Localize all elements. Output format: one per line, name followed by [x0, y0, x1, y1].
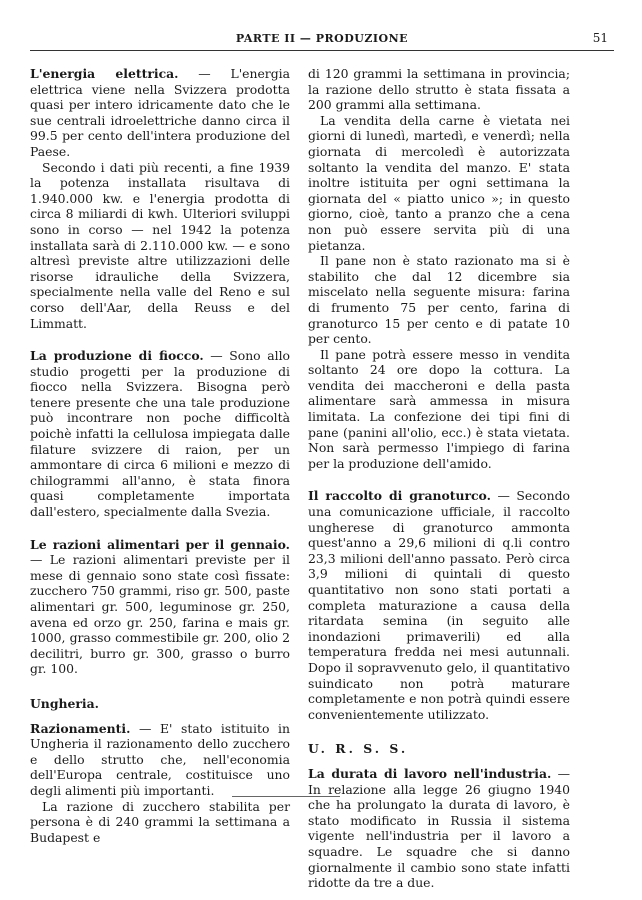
energia-heading: L'energia elettrica. [30, 66, 179, 81]
page-number: 51 [592, 31, 608, 45]
energia-paragraph-2: Secondo i dati più recenti, a fine 1939 la potenza installata risultava di 1.940.000 kw. e l'energia prodotta di circa 8 miliardi di kwh. Ulteriori sviluppi sono in corso — nel 1942 la potenza installata sarà di 2.110.000 kw. — e sono altresì previste altre utilizzazioni delle risorse idrauliche della Svizzera, specialmente nella valle del Reno e sul corso dell'Aar, della Reuss e del Limmatt. [30, 159, 290, 331]
continuation-paragraph-2: La vendita della carne è vietata nei giorni di lunedì, martedì, e venerdì; nella giornata di mercoledì è autorizzata soltanto la vendita del manzo. E' stata inoltre istituita per ogni settimana la giornata del « piatto unico »; in questo giorno, cioè, tanto a pranzo che a cena non può essere servita più di una pietanza. [308, 112, 570, 253]
continuation-paragraph-1: di 120 grammi la settimana in provincia; la razione dello strutto è stata fissata a 200 grammi alla settimana. [308, 66, 570, 113]
razioni-paragraph [30, 537, 290, 677]
lavoro-text: — In relazione alla legge 26 giugno 1940 che ha prolungato la durata di lavoro, è stato modificato in Russia il sistema vigente nell'industria per il lavoro a squadre. Le squadre che si danno giornalmente il cambio sono state infatti ridotte da tre a due. [308, 765, 570, 891]
granoturco-paragraph [308, 488, 570, 722]
razionamenti-heading: Razionamenti. [30, 720, 131, 736]
razionamenti-paragraph [30, 721, 290, 799]
fiocco-text: — Sono allo studio progetti per la produzione di fiocco nella Svizzera. Bisogna però tenere presente che una tale produzione può incontrare non poche difficoltà poichè infatti la cellulosa impiegata dalle filature svizzere di raion, per un ammontare di circa 6 milioni e mezzo di chilogrammi all'anno, è stata finora quasi completamente importata dall'estero, specialmente dalla Svezia. [30, 348, 290, 520]
continuation-paragraph-4: Il pane potrà essere messo in vendita soltanto 24 ore dopo la cottura. La vendita dei maccheroni e della pasta alimentare sarà ammessa in misura limitata. La confezione dei tipi fini di pane (panini all'olio, ecc.) è stata vietata. Non sarà permesso l'impiego di farina per la produzione dell'amido. [308, 346, 570, 471]
energia-paragraph [30, 66, 290, 160]
lavoro-paragraph [308, 766, 570, 891]
razioni-heading: Le razioni alimentari per il gennaio. [30, 536, 290, 552]
continuation-paragraph-3: Il pane non è stato razionato ma si è stabilito che dal 12 dicembre sia miscelato nella seguente misura: farina di frumento 75 per cento, farina di granoturco 15 per cento e di patate 10 per cento. [308, 253, 570, 347]
left-column [30, 66, 290, 845]
lavoro-heading: La durata di lavoro nell'industria. [308, 765, 552, 781]
energia-text: — L'energia elettrica viene nella Svizzera prodotta quasi per intero idricamente dato che le sue centrali idroelettriche danno circa il 99.5 per cento dell'intera produzione del Paese. [30, 66, 290, 159]
right-column [308, 66, 570, 891]
razionamenti-text: — E' stato istituito in Ungheria il razionamento dello zucchero e dello strutto che, nell'economia dell'Europa centrale, costituisce uno degli alimenti più importanti. [30, 720, 290, 798]
country-heading-urss: U. R. S. S. [308, 741, 409, 757]
razioni-text: — Le razioni alimentari previste per il mese di gennaio sono state così fissate: zucchero 750 grammi, riso gr. 500, paste alimentari gr. 500, leguminose gr. 250, avena ed orzo gr. 250, farina e mais gr. 1000, grasso commestibile gr. 200, olio 2 decilitri, burro gr. 300, grasso o burro gr. 100. [30, 552, 290, 677]
granoturco-text: — Secondo una comunicazione ufficiale, il raccolto ungherese di granoturco ammonta quest'anno a 29,6 milioni di q.li contro 23,3 milioni dell'anno passato. Però circa 3,9 milioni di quintali di questo quantitativo non sono stati portati a completa maturazione a causa della ritardata semina (in seguito alle inondazioni primaverili) ed alla temperatura fredda nei mesi autunnali. Dopo il sopravvenuto gelo, il quantitativo suindicato non potrà maturare completamente e non potrà quindi essere convenientemente utilizzato. [308, 488, 570, 722]
section-title: PARTE II — PRODUZIONE [235, 32, 409, 45]
fiocco-paragraph [30, 348, 290, 520]
razionamenti-paragraph-2: La razione di zucchero stabilita per persona è di 240 grammi la settimana a Budapest e [30, 798, 290, 845]
country-heading-ungheria: Ungheria. [30, 695, 99, 711]
fiocco-heading: La produzione di fiocco. [30, 348, 204, 364]
granoturco-heading: Il raccolto di granoturco. [308, 488, 491, 504]
running-header [30, 30, 614, 51]
footer-rule [232, 796, 340, 797]
